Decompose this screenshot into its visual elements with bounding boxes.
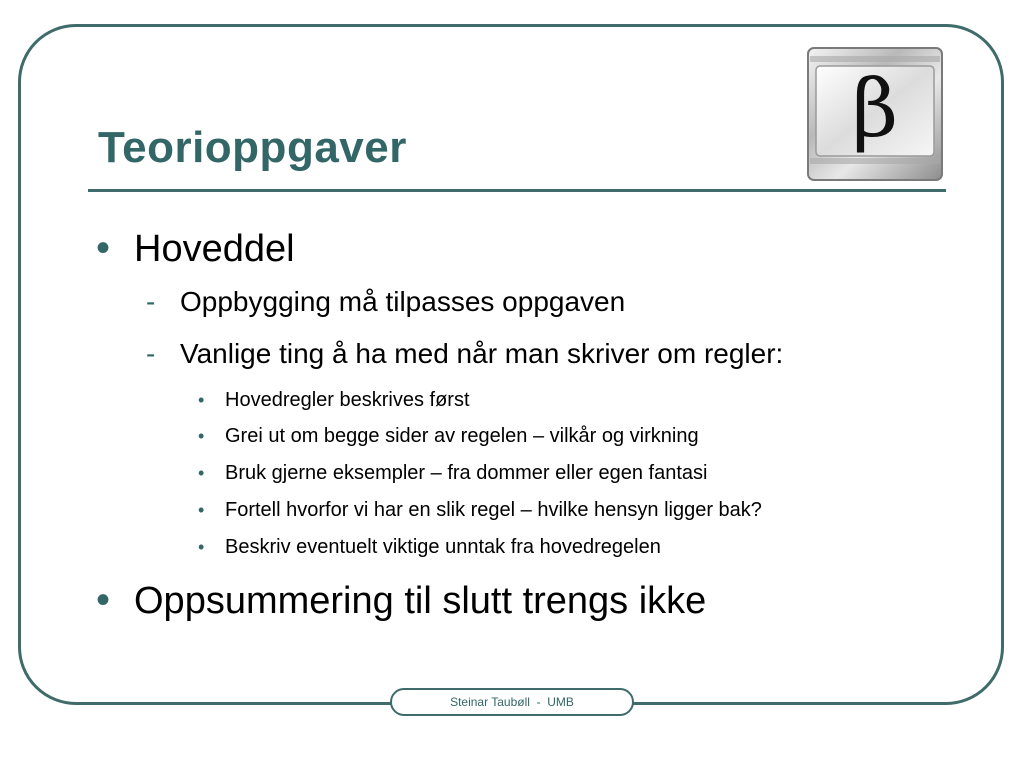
bullet-level3 [198, 462, 707, 485]
slide-title: Teorioppgaver [98, 123, 407, 172]
bullet-level3 [198, 425, 699, 448]
bullet-text: Grei ut om begge sider av regelen – vilkår og virkning [225, 425, 699, 447]
bullet-dot-icon: • [198, 537, 205, 557]
bullet-level3 [198, 499, 762, 522]
bullet-level1 [96, 578, 706, 623]
bullet-dot-icon: • [96, 578, 111, 622]
bullet-level3 [198, 389, 470, 412]
bullet-text: Oppsummering til slutt trengs ikke [134, 580, 707, 622]
bullet-dot-icon: • [96, 226, 111, 270]
bullet-dot-icon: • [198, 500, 205, 520]
bullet-level2 [146, 338, 783, 370]
bullet-text: Oppbygging må tilpasses oppgaven [180, 286, 626, 317]
bullet-level1 [96, 226, 295, 271]
dash-marker: - [146, 338, 156, 369]
bullet-level3 [198, 536, 661, 559]
bullet-text: Vanlige ting å ha med når man skriver om regler: [180, 338, 784, 369]
bullet-dot-icon: • [198, 463, 205, 483]
bullet-text: Fortell hvorfor vi har en slik regel – hvilke hensyn ligger bak? [225, 499, 762, 521]
bullet-text: Bruk gjerne eksempler – fra dommer eller egen fantasi [225, 462, 708, 484]
bullet-dot-icon: • [198, 426, 205, 446]
bullet-level2 [146, 286, 625, 318]
bullet-text: Hoveddel [134, 228, 295, 270]
dash-marker: - [146, 286, 156, 317]
bullet-text: Hovedregler beskrives først [225, 389, 470, 411]
bullet-dot-icon: • [198, 390, 205, 410]
bullet-text: Beskriv eventuelt viktige unntak fra hovedregelen [225, 536, 661, 558]
footer-label: Steinar Taubøll - UMB [390, 688, 634, 716]
beta-glyph: β [851, 62, 899, 155]
